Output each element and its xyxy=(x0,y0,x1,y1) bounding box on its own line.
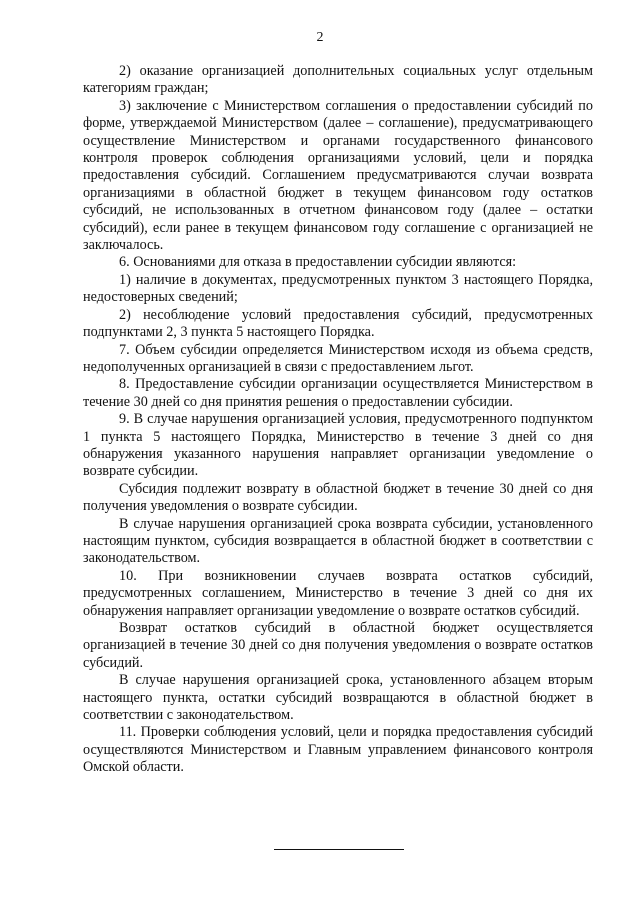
paragraph: 2) оказание организацией дополнительных социальных услуг отдельным категориям граждан; xyxy=(83,63,593,97)
page-number: 2 xyxy=(316,30,324,45)
paragraph: 7. Объем субсидии определяется Министерством исходя из объема средств, недополученных организацией в связи с предоставлением льгот. xyxy=(83,341,593,375)
paragraph: 10. При возникновении случаев возврата остатков субсидий, предусмотренных соглашением, Министерство в течение 3 дней со дня их обнаружения направляет организации уведомление о возврате остатков субсидий. xyxy=(83,567,593,619)
paragraph: 3) заключение с Министерством соглашения о предоставлении субсидий по форме, утверждаемой Министерством (далее – соглашение), предусматривающего осуществление Министерством и органами государственного финансового контроля проверок соблюдения организациями условий, цели и порядка предоставления субсидий. Соглашением предусматриваются случаи возврата организациями в областной бюджет в текущем финансовом году остатков субсидий, не использованных в отчетном финансовом году (далее – остатки субсидий), если ранее в текущем финансовом году соглашение с организацией не заключалось. xyxy=(83,97,593,254)
paragraph: Субсидия подлежит возврату в областной бюджет в течение 30 дней со дня получения уведомления о возврате субсидии. xyxy=(83,480,593,515)
document-body xyxy=(83,63,593,777)
paragraph: 6. Основаниями для отказа в предоставлении субсидии являются: xyxy=(119,254,517,271)
paragraph: Возврат остатков субсидий в областной бюджет осуществляется организацией в течение 30 дней со дня получения уведомления о возврате остатков субсидий. xyxy=(83,620,593,671)
paragraph: 8. Предоставление субсидии организации осуществляется Министерством в течение 30 дней со дня принятия решения о предоставлении субсидии. xyxy=(83,376,593,410)
paragraph: 2) несоблюдение условий предоставления субсидий, предусмотренных подпунктами 2, 3 пункта 5 настоящего Порядка. xyxy=(83,306,593,341)
paragraph: 1) наличие в документах, предусмотренных пунктом 3 настоящего Порядка, недостоверных сведений; xyxy=(83,271,593,306)
paragraph: В случае нарушения организацией срока возврата субсидии, установленного настоящим пунктом, субсидия возвращается в областной бюджет в соответствии с законодательством. xyxy=(83,515,593,567)
paragraph: 9. В случае нарушения организацией условия, предусмотренного подпунктом 1 пункта 5 настоящего Порядка, Министерство в течение 3 дней со дня обнаружения указанного нарушения направляет организации уведомление о возврате субсидии. xyxy=(83,411,593,480)
paragraph: В случае нарушения организацией срока, установленного абзацем вторым настоящего пункта, остатки субсидий возвращаются в областной бюджет в соответствии с законодательством. xyxy=(83,672,593,724)
paragraph: 11. Проверки соблюдения условий, цели и порядка предоставления субсидий осуществляются Министерством и Главным управлением финансового контроля Омской области. xyxy=(83,724,593,776)
end-separator-line xyxy=(274,849,404,850)
